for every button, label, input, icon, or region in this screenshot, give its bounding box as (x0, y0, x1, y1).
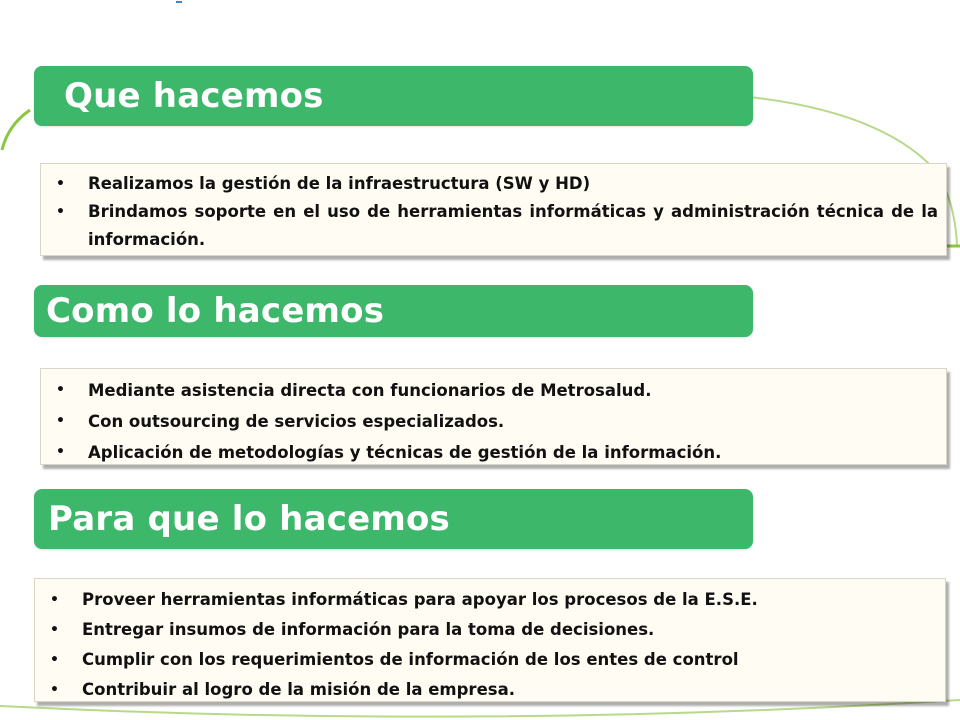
bullet-icon: • (56, 444, 65, 460)
list-item (56, 198, 938, 254)
section-header-como-lo-hacemos (34, 285, 753, 337)
list-item-text: Proveer herramientas informáticas para apoyar los procesos de la E.S.E. (82, 590, 758, 609)
bullet-icon: • (50, 682, 59, 698)
list-item-text: Cumplir con los requerimientos de información de los entes de control (82, 650, 739, 669)
bullet-icon: • (56, 204, 65, 220)
list-item-text: Realizamos la gestión de la infraestructura (SW y HD) (88, 174, 591, 193)
bullet-icon: • (56, 382, 65, 398)
bullet-icon: • (56, 176, 65, 192)
list-item (56, 406, 938, 437)
bullet-icon: • (50, 652, 59, 668)
section-title: Para que lo hacemos (48, 499, 450, 539)
list-item (50, 585, 937, 615)
bullet-icon: • (50, 592, 59, 608)
list-item (50, 645, 937, 675)
section-header-que-hacemos (34, 66, 753, 126)
section-title: Que hacemos (64, 76, 324, 116)
list-item (56, 437, 938, 468)
list-item (50, 675, 937, 705)
list-item-text: Con outsourcing de servicios especializados. (88, 412, 505, 431)
bullet-list (56, 170, 938, 254)
list-item (56, 170, 938, 198)
section-content-box (34, 578, 946, 702)
list-item-text: Mediante asistencia directa con funcionarios de Metrosalud. (88, 381, 652, 400)
bullet-icon: • (56, 413, 65, 429)
list-item (56, 375, 938, 406)
section-content-box (40, 163, 947, 256)
list-item-text: Brindamos soporte en el uso de herramientas informáticas y administración técnica de la información. (88, 202, 938, 249)
section-title: Como lo hacemos (46, 291, 385, 331)
list-item-text: Aplicación de metodologías y técnicas de gestión de la información. (88, 443, 722, 462)
list-item-text: Entregar insumos de información para la toma de decisiones. (82, 620, 655, 639)
bullet-list (56, 375, 938, 468)
bullet-list (50, 585, 937, 705)
left-arc-decoration (2, 110, 30, 150)
bullet-icon: • (50, 622, 59, 638)
section-header-para-que-lo-hacemos (34, 489, 753, 549)
section-content-box (40, 368, 947, 465)
list-item (50, 615, 937, 645)
list-item-text: Contribuir al logro de la misión de la empresa. (82, 680, 515, 699)
